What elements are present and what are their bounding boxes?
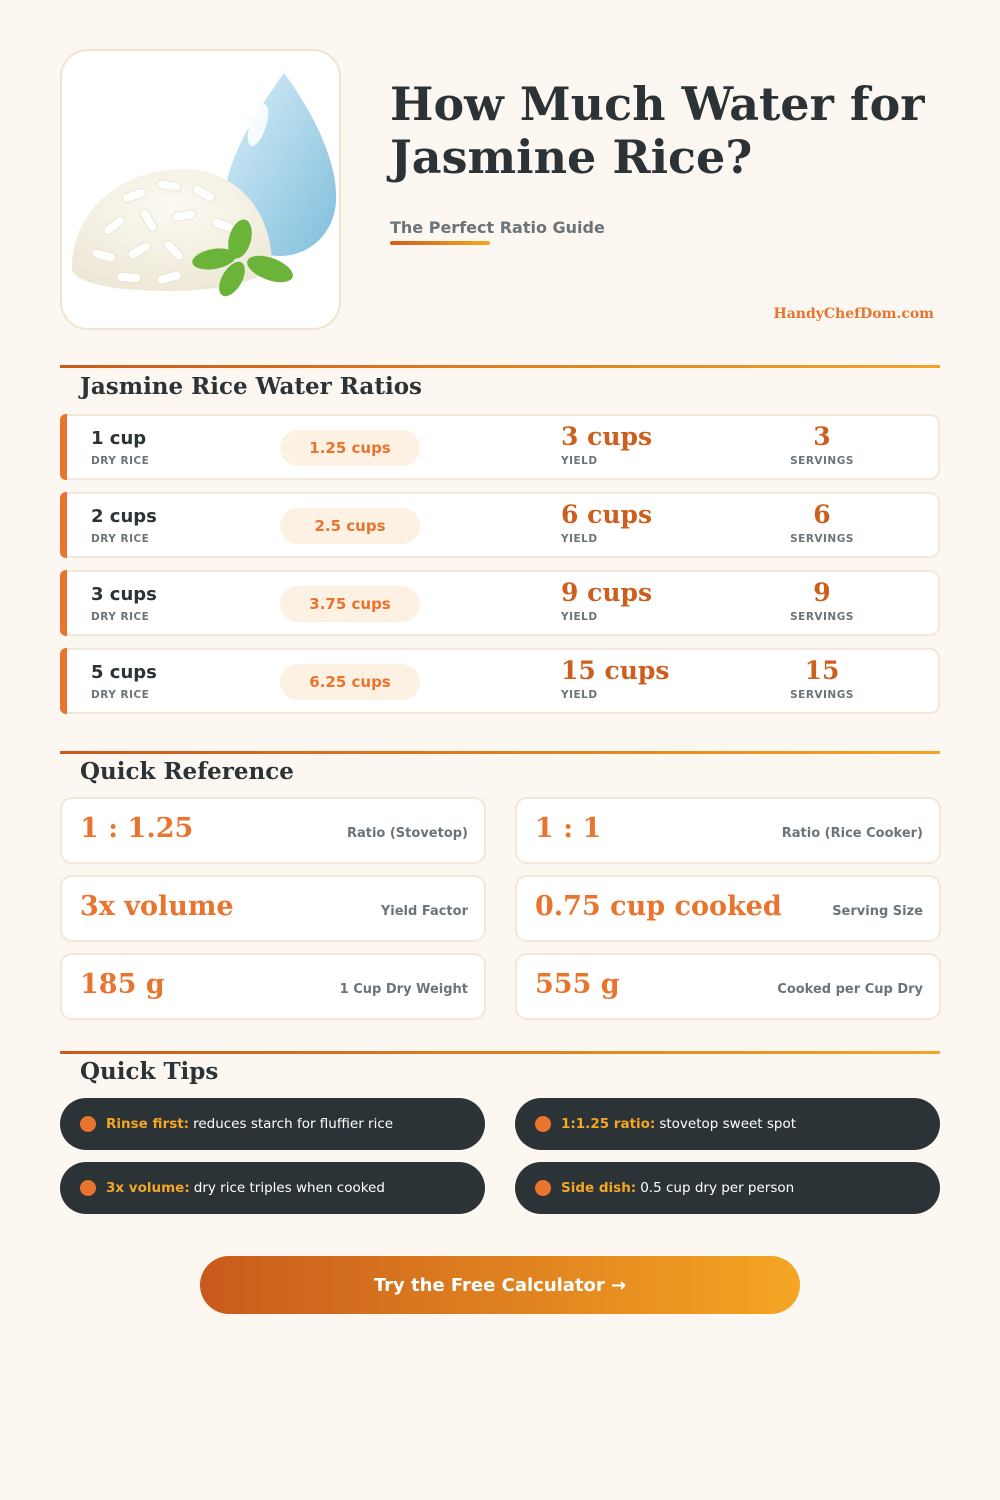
tip-key: Side dish: bbox=[561, 1180, 637, 1196]
bullet-dot-icon bbox=[535, 1180, 551, 1196]
bullet-dot-icon bbox=[80, 1180, 96, 1196]
yield-label: YIELD bbox=[561, 455, 598, 467]
section-divider bbox=[60, 751, 940, 754]
row-accent-bar bbox=[60, 414, 67, 480]
water-amount-pill: 3.75 cups bbox=[280, 586, 420, 622]
reference-card bbox=[515, 797, 941, 864]
servings-value: 15 bbox=[804, 656, 840, 685]
tips-section-title: Quick Tips bbox=[80, 1058, 219, 1085]
dry-rice-value: 3 cups bbox=[91, 584, 157, 605]
yield-value: 3 cups bbox=[561, 422, 653, 451]
tip-item bbox=[515, 1098, 940, 1150]
subtitle-underline bbox=[390, 241, 490, 245]
servings-label: SERVINGS bbox=[790, 455, 854, 467]
tip-item bbox=[515, 1162, 940, 1214]
row-accent-bar bbox=[60, 570, 67, 636]
dry-rice-value: 2 cups bbox=[91, 506, 157, 527]
servings-value: 3 bbox=[813, 422, 831, 451]
row-accent-bar bbox=[60, 492, 67, 558]
ratio-row bbox=[60, 492, 940, 558]
reference-value: 0.75 cup cooked bbox=[535, 891, 782, 922]
reference-value: 555 g bbox=[535, 969, 620, 1000]
reference-card bbox=[515, 875, 941, 942]
tip-text: reduces starch for fluffier rice bbox=[193, 1116, 394, 1132]
servings-label: SERVINGS bbox=[790, 689, 854, 701]
free-calculator-button[interactable]: Try the Free Calculator → bbox=[200, 1256, 800, 1314]
ratio-row bbox=[60, 570, 940, 636]
reference-label: Yield Factor bbox=[380, 904, 468, 919]
reference-value: 1 : 1 bbox=[535, 813, 602, 844]
servings-value: 6 bbox=[813, 500, 831, 529]
dry-rice-label: DRY RICE bbox=[91, 455, 150, 467]
servings-value: 9 bbox=[813, 578, 831, 607]
dry-rice-label: DRY RICE bbox=[91, 533, 150, 545]
reference-card bbox=[60, 797, 486, 864]
dry-rice-label: DRY RICE bbox=[91, 689, 150, 701]
reference-card bbox=[60, 875, 486, 942]
servings-label: SERVINGS bbox=[790, 533, 854, 545]
yield-label: YIELD bbox=[561, 689, 598, 701]
reference-label: Serving Size bbox=[832, 904, 923, 919]
ratios-section-title: Jasmine Rice Water Ratios bbox=[80, 373, 422, 400]
reference-card bbox=[60, 953, 486, 1020]
yield-value: 9 cups bbox=[561, 578, 653, 607]
tip-text: stovetop sweet spot bbox=[659, 1116, 797, 1132]
reference-card bbox=[515, 953, 941, 1020]
yield-value: 15 cups bbox=[561, 656, 670, 685]
tip-key: 1:1.25 ratio: bbox=[561, 1116, 656, 1132]
tip-text: dry rice triples when cooked bbox=[193, 1180, 385, 1196]
section-divider bbox=[60, 365, 940, 368]
page-subtitle: The Perfect Ratio Guide bbox=[390, 218, 605, 237]
tip-key: 3x volume: bbox=[106, 1180, 190, 1196]
hero-illustration bbox=[60, 49, 341, 330]
reference-value: 3x volume bbox=[80, 891, 234, 922]
water-amount-pill: 1.25 cups bbox=[280, 430, 420, 466]
dry-rice-value: 1 cup bbox=[91, 428, 147, 449]
reference-label: Cooked per Cup Dry bbox=[777, 982, 923, 997]
ratio-row bbox=[60, 414, 940, 480]
tip-text: 0.5 cup dry per person bbox=[640, 1180, 795, 1196]
reference-label: 1 Cup Dry Weight bbox=[339, 982, 468, 997]
reference-section-title: Quick Reference bbox=[80, 758, 294, 785]
yield-value: 6 cups bbox=[561, 500, 653, 529]
servings-label: SERVINGS bbox=[790, 611, 854, 623]
rice-water-basil-icon bbox=[62, 51, 341, 330]
water-amount-pill: 6.25 cups bbox=[280, 664, 420, 700]
water-amount-pill: 2.5 cups bbox=[280, 508, 420, 544]
yield-label: YIELD bbox=[561, 533, 598, 545]
reference-label: Ratio (Rice Cooker) bbox=[781, 826, 923, 841]
bullet-dot-icon bbox=[80, 1116, 96, 1132]
dry-rice-value: 5 cups bbox=[91, 662, 157, 683]
tip-item bbox=[60, 1162, 485, 1214]
page-title: How Much Water for Jasmine Rice? bbox=[390, 77, 925, 184]
row-accent-bar bbox=[60, 648, 67, 714]
yield-label: YIELD bbox=[561, 611, 598, 623]
reference-label: Ratio (Stovetop) bbox=[346, 826, 468, 841]
ratio-row bbox=[60, 648, 940, 714]
section-divider bbox=[60, 1051, 940, 1054]
bullet-dot-icon bbox=[535, 1116, 551, 1132]
brand-link[interactable]: HandyChefDom.com bbox=[773, 306, 934, 322]
tip-item bbox=[60, 1098, 485, 1150]
dry-rice-label: DRY RICE bbox=[91, 611, 150, 623]
tip-key: Rinse first: bbox=[106, 1116, 190, 1132]
reference-value: 1 : 1.25 bbox=[80, 813, 194, 844]
reference-value: 185 g bbox=[80, 969, 165, 1000]
